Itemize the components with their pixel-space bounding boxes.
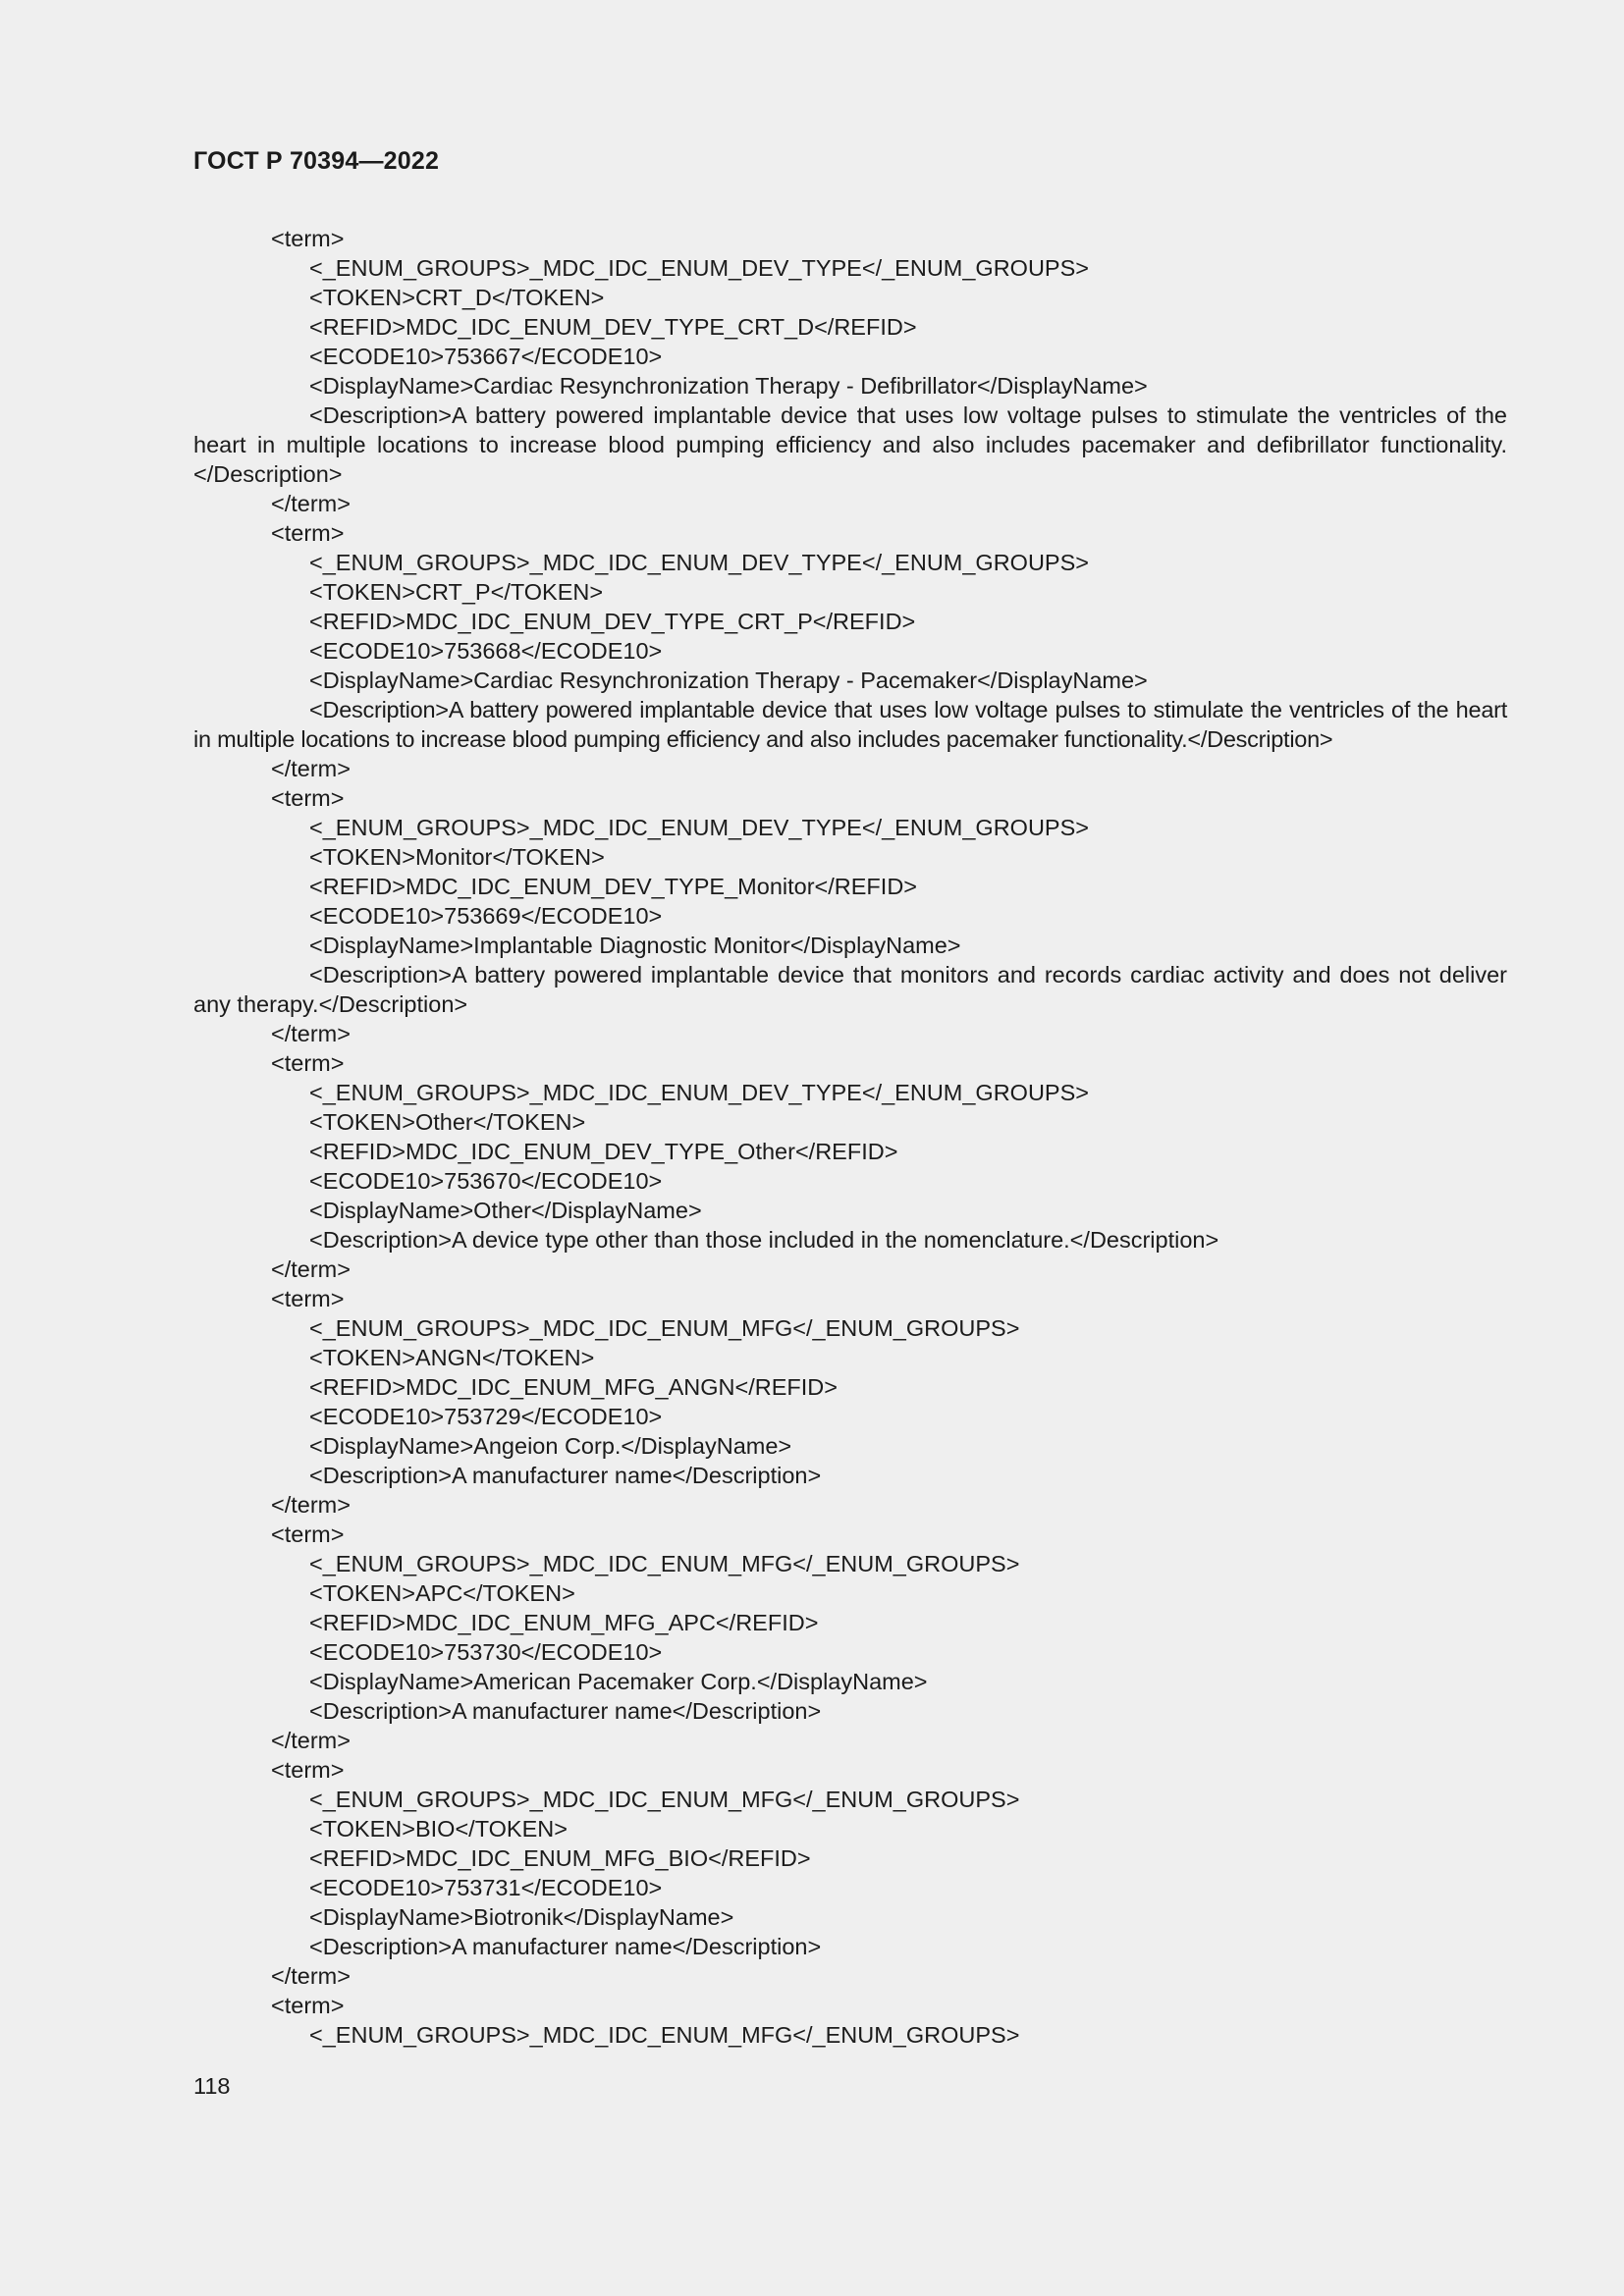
refid-line: <REFID>MDC_IDC_ENUM_MFG_APC</REFID> [309, 1610, 819, 1635]
enum-groups-line: <_ENUM_GROUPS>_MDC_IDC_ENUM_MFG</_ENUM_GROUPS> [309, 1787, 1020, 1812]
term-close-tag: </term> [271, 1963, 351, 1989]
term-close-tag: </term> [271, 1256, 351, 1282]
refid-line: <REFID>MDC_IDC_ENUM_DEV_TYPE_Other</REFID> [309, 1139, 898, 1164]
ecode-line: <ECODE10>753731</ECODE10> [309, 1875, 663, 1900]
token-line: <TOKEN>CRT_P</TOKEN> [309, 579, 604, 605]
description-paragraph: <Description>A battery powered implantable device that uses low voltage pulses to stimulate the ventricles of the heart in multiple locations to increase blood pumping efficiency and also includes pacemaker functionality.</Description> [193, 697, 1507, 752]
display-name-line: <DisplayName>Cardiac Resynchronization Therapy - Defibrillator</DisplayName> [309, 373, 1148, 399]
token-line: <TOKEN>BIO</TOKEN> [309, 1816, 568, 1842]
display-name-line: <DisplayName>Other</DisplayName> [309, 1198, 702, 1223]
xml-listing [193, 224, 1507, 2050]
document-header: ГОСТ Р 70394—2022 [193, 147, 440, 175]
token-line: <TOKEN>ANGN</TOKEN> [309, 1345, 595, 1370]
description-line: <Description>A device type other than those included in the nomenclature.</Description> [309, 1227, 1219, 1253]
term-open-tag: <term> [271, 520, 345, 546]
refid-line: <REFID>MDC_IDC_ENUM_DEV_TYPE_CRT_P</REFID> [309, 609, 916, 634]
term-close-tag: </term> [271, 756, 351, 781]
ecode-line: <ECODE10>753667</ECODE10> [309, 344, 663, 369]
ecode-line: <ECODE10>753670</ECODE10> [309, 1168, 663, 1194]
term-open-tag: <term> [271, 1050, 345, 1076]
ecode-line: <ECODE10>753669</ECODE10> [309, 903, 663, 929]
description-line: <Description>A manufacturer name</Description> [309, 1463, 822, 1488]
term-close-tag: </term> [271, 1492, 351, 1518]
refid-line: <REFID>MDC_IDC_ENUM_DEV_TYPE_Monitor</REFID> [309, 874, 918, 899]
term-close-tag: </term> [271, 491, 351, 516]
enum-groups-line: <_ENUM_GROUPS>_MDC_IDC_ENUM_DEV_TYPE</_ENUM_GROUPS> [309, 550, 1090, 575]
term-open-tag: <term> [271, 1993, 345, 2018]
term-open-tag: <term> [271, 1757, 345, 1783]
description-line: <Description>A manufacturer name</Description> [309, 1934, 822, 1959]
ecode-line: <ECODE10>753729</ECODE10> [309, 1404, 663, 1429]
term-open-tag: <term> [271, 1522, 345, 1547]
enum-groups-line: <_ENUM_GROUPS>_MDC_IDC_ENUM_MFG</_ENUM_GROUPS> [309, 2022, 1020, 2048]
term-close-tag: </term> [271, 1021, 351, 1046]
ecode-line: <ECODE10>753730</ECODE10> [309, 1639, 663, 1665]
enum-groups-line: <_ENUM_GROUPS>_MDC_IDC_ENUM_DEV_TYPE</_ENUM_GROUPS> [309, 815, 1090, 840]
token-line: <TOKEN>CRT_D</TOKEN> [309, 285, 605, 310]
enum-groups-line: <_ENUM_GROUPS>_MDC_IDC_ENUM_DEV_TYPE</_ENUM_GROUPS> [309, 255, 1090, 281]
term-open-tag: <term> [271, 785, 345, 811]
token-line: <TOKEN>APC</TOKEN> [309, 1580, 575, 1606]
display-name-line: <DisplayName>Biotronik</DisplayName> [309, 1904, 734, 1930]
description-line: <Description>A manufacturer name</Description> [309, 1698, 822, 1724]
display-name-line: <DisplayName>American Pacemaker Corp.</DisplayName> [309, 1669, 928, 1694]
display-name-line: <DisplayName>Cardiac Resynchronization Therapy - Pacemaker</DisplayName> [309, 667, 1148, 693]
display-name-line: <DisplayName>Implantable Diagnostic Monitor</DisplayName> [309, 933, 961, 958]
term-open-tag: <term> [271, 1286, 345, 1311]
description-paragraph: <Description>A battery powered implantable device that uses low voltage pulses to stimulate the ventricles of the heart in multiple locations to increase blood pumping efficiency and also includes pacemaker and defibrillator functionality.</Description> [193, 402, 1507, 487]
page-number: 118 [193, 2073, 231, 2099]
enum-groups-line: <_ENUM_GROUPS>_MDC_IDC_ENUM_DEV_TYPE</_ENUM_GROUPS> [309, 1080, 1090, 1105]
refid-line: <REFID>MDC_IDC_ENUM_DEV_TYPE_CRT_D</REFID> [309, 314, 917, 340]
refid-line: <REFID>MDC_IDC_ENUM_MFG_ANGN</REFID> [309, 1374, 838, 1400]
token-line: <TOKEN>Other</TOKEN> [309, 1109, 586, 1135]
display-name-line: <DisplayName>Angeion Corp.</DisplayName> [309, 1433, 792, 1459]
token-line: <TOKEN>Monitor</TOKEN> [309, 844, 605, 870]
enum-groups-line: <_ENUM_GROUPS>_MDC_IDC_ENUM_MFG</_ENUM_GROUPS> [309, 1551, 1020, 1576]
term-open-tag: <term> [271, 226, 345, 251]
refid-line: <REFID>MDC_IDC_ENUM_MFG_BIO</REFID> [309, 1845, 811, 1871]
description-paragraph: <Description>A battery powered implantable device that monitors and records cardiac activity and does not deliver any therapy.</Description> [193, 962, 1507, 1017]
enum-groups-line: <_ENUM_GROUPS>_MDC_IDC_ENUM_MFG</_ENUM_GROUPS> [309, 1315, 1020, 1341]
ecode-line: <ECODE10>753668</ECODE10> [309, 638, 663, 664]
term-close-tag: </term> [271, 1728, 351, 1753]
